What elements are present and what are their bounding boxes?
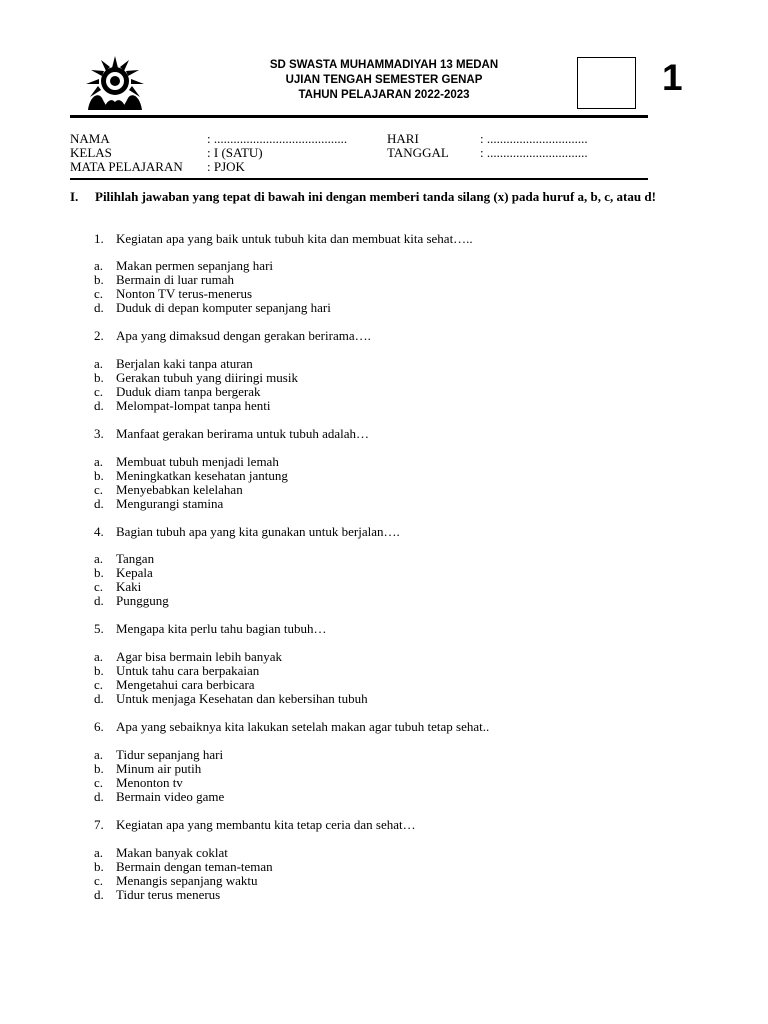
option-text: Bermain dengan teman-teman [116,859,273,874]
option-text: Tangan [116,551,155,566]
option-letter: b. [94,565,104,580]
option-letter: c. [94,775,104,790]
option-letter: d. [94,300,104,315]
mapel-value: : PJOK [207,159,245,174]
question-number: 1. [94,231,104,246]
identity-divider [70,178,648,180]
mapel-label: MATA PELAJARAN [70,159,183,174]
option-letter: b. [94,272,104,287]
exam-title: UJIAN TENGAH SEMESTER GENAP [285,74,483,86]
option-letter: b. [94,468,104,483]
option-letter: b. [94,663,104,678]
question-number: 7. [94,817,104,832]
option-text: Agar bisa bermain lebih banyak [116,649,283,664]
option-letter: d. [94,593,104,608]
option-text: Mengetahui cara berbicara [116,677,255,692]
option-text: Bermain video game [116,789,225,804]
option-letter: d. [94,887,104,902]
option-letter: b. [94,370,104,385]
option-letter: d. [94,496,104,511]
option-text: Bermain di luar rumah [116,272,235,287]
option-letter: d. [94,691,104,706]
option-text: Menonton tv [116,775,183,790]
question-text: Manfaat gerakan berirama untuk tubuh adalah… [116,426,370,441]
option-letter: b. [94,859,104,874]
option-letter: d. [94,398,104,413]
option-letter: a. [94,454,104,469]
option-letter: c. [94,482,104,497]
option-text: Meningkatkan kesehatan jantung [116,468,288,483]
option-letter: b. [94,761,104,776]
tanggal-field[interactable]: : ............................... [480,145,588,160]
option-text: Duduk diam tanpa bergerak [116,384,261,399]
header-divider [70,115,648,118]
option-text: Berjalan kaki tanpa aturan [116,356,253,371]
page-number: 1 [662,57,683,98]
option-text: Mengurangi stamina [116,496,224,511]
option-text: Membuat tubuh menjadi lemah [116,454,279,469]
option-letter: c. [94,384,104,399]
question-text: Apa yang dimaksud dengan gerakan berirama…. [116,328,371,343]
question-text: Apa yang sebaiknya kita lakukan setelah makan agar tubuh tetap sehat.. [116,719,490,734]
question-number: 2. [94,328,104,343]
option-letter: a. [94,747,104,762]
option-text: Duduk di depan komputer sepanjang hari [116,300,331,315]
tanggal-label: TANGGAL [387,145,449,160]
option-text: Minum air putih [116,761,202,776]
score-box[interactable] [577,57,636,109]
hari-field[interactable]: : ............................... [480,131,588,146]
question-text: Kegiatan apa yang baik untuk tubuh kita dan membuat kita sehat….. [116,231,473,246]
option-text: Gerakan tubuh yang diiringi musik [116,370,298,385]
option-text: Punggung [116,593,169,608]
option-letter: c. [94,286,104,301]
option-letter: c. [94,677,104,692]
question-text: Mengapa kita perlu tahu bagian tubuh… [116,621,327,636]
instruction-text: Pilihlah jawaban yang tepat di bawah ini dengan memberi tanda silang (x) pada huruf a, b, c, atau d! [95,189,656,204]
kelas-value: : I (SATU) [207,145,263,160]
nama-field[interactable]: : ......................................... [207,131,348,146]
option-text: Untuk menjaga Kesehatan dan kebersihan tubuh [116,691,368,706]
option-text: Makan permen sepanjang hari [116,258,274,273]
academic-year: TAHUN PELAJARAN 2022-2023 [298,89,470,101]
option-text: Kepala [116,565,153,580]
option-text: Tidur sepanjang hari [116,747,224,762]
section-number: I. [70,189,79,204]
option-letter: d. [94,789,104,804]
option-text: Menyebabkan kelelahan [116,482,243,497]
option-text: Nonton TV terus-menerus [116,286,252,301]
question-number: 4. [94,524,104,539]
option-letter: a. [94,356,104,371]
option-letter: c. [94,873,104,888]
nama-label: NAMA [70,131,110,146]
question-number: 3. [94,426,104,441]
option-letter: c. [94,579,104,594]
option-text: Untuk tahu cara berpakaian [116,663,260,678]
option-text: Makan banyak coklat [116,845,228,860]
option-text: Tidur terus menerus [116,887,221,902]
kelas-label: KELAS [70,145,112,160]
option-letter: a. [94,551,104,566]
hari-label: HARI [387,131,419,146]
option-letter: a. [94,649,104,664]
option-text: Kaki [116,579,142,594]
option-letter: a. [94,845,104,860]
option-text: Menangis sepanjang waktu [116,873,258,888]
question-text: Bagian tubuh apa yang kita gunakan untuk berjalan…. [116,524,400,539]
question-text: Kegiatan apa yang membantu kita tetap ceria dan sehat… [116,817,416,832]
question-number: 5. [94,621,104,636]
question-number: 6. [94,719,104,734]
option-letter: a. [94,258,104,273]
school-name: SD SWASTA MUHAMMADIYAH 13 MEDAN [269,59,499,71]
school-logo-icon [82,54,148,112]
option-text: Melompat-lompat tanpa henti [116,398,271,413]
